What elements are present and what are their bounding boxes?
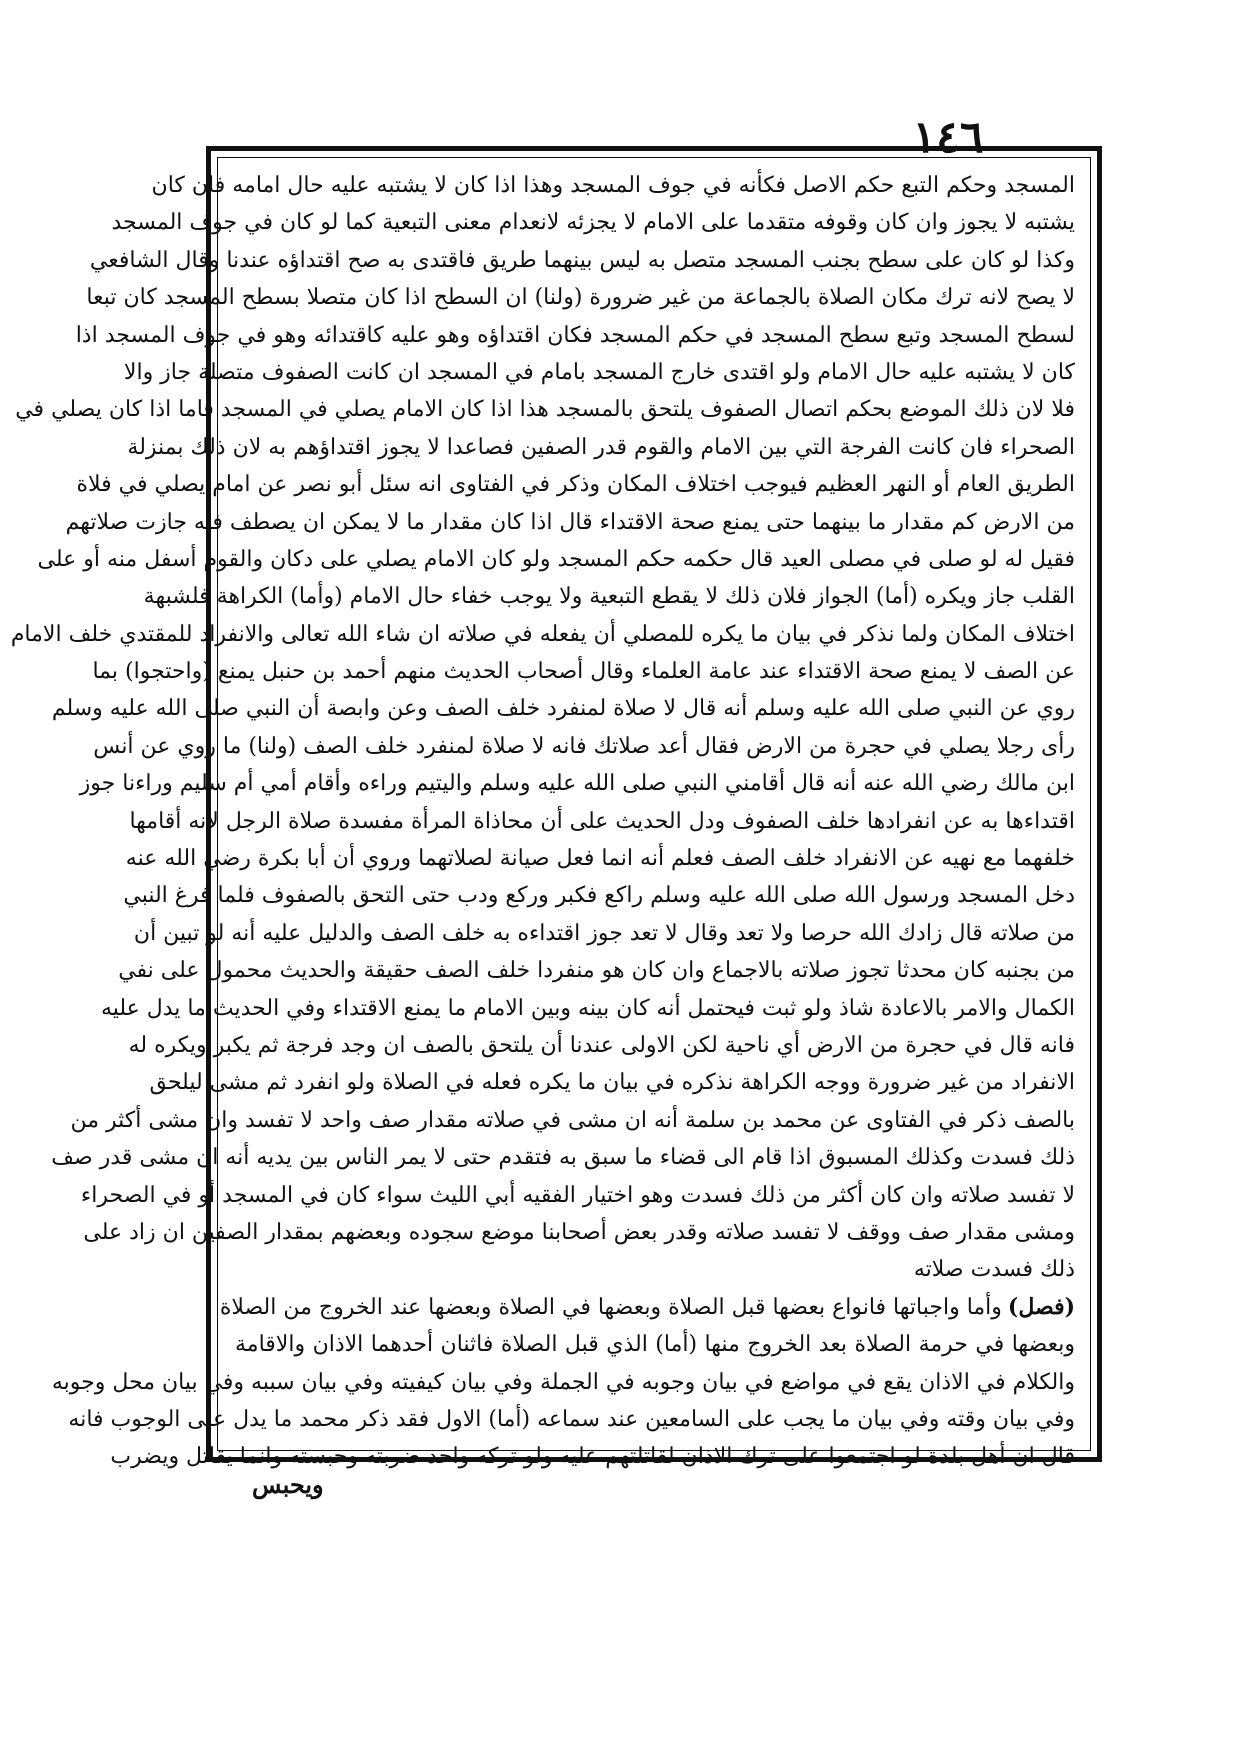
text-line: اختلاف المكان ولما نذكر في بيان ما يكره للمصلي أن يفعله في صلاته ان شاء الله تعالى والانفراد للمقتدي خلف الامام xyxy=(10,621,1075,647)
section-text-line: وبعضها في حرمة الصلاة بعد الخروج منها (أما) الذي قبل الصلاة فاثنان أحدهما الاذان والاقامة xyxy=(235,1332,1075,1358)
text-line: الكمال والامر بالاعادة شاذ ولو ثبت فيحتمل أنه كان بينه وبين الامام ما يمنع الاقتداء وفي الحديث ما يدل عليه xyxy=(100,995,1075,1021)
text-line: المسجد وحكم التبع حكم الاصل فكأنه في جوف المسجد وهذا اذا كان لا يشتبه عليه حال امامه فان كان xyxy=(151,173,1075,198)
text-line: دخل المسجد ورسول الله صلى الله عليه وسلم راكع فكبر وركع ودب حتى التحق بالصفوف فلما فرغ النبي xyxy=(123,883,1075,909)
catchword: ويحبس xyxy=(252,1470,324,1499)
text-line: رأى رجلا يصلي في حجرة من الارض فقال أعد صلاتك فانه لا صلاة لمنفرد خلف الصف (ولنا) ما روي عن أنس xyxy=(93,733,1075,759)
text-line: ومشى مقدار صف ووقف لا تفسد صلاته وقدر بعض أصحابنا موضع سجوده وبعضهم بمقدار الصفين ان زاد على xyxy=(83,1219,1075,1245)
text-frame xyxy=(10,146,1102,1470)
text-line: من صلاته قال زادك الله حرصا ولا تعد وقال لا تعد جوز اقتداءه به خلف الصف والدليل عليه أنه لو تبين أن xyxy=(133,920,1075,946)
text-line: ذلك فسدت صلاته xyxy=(913,1257,1075,1283)
text-line: روي عن النبي صلى الله عليه وسلم أنه قال لا صلاة لمنفرد خلف الصف وعن وابصة أن النبي صلى الله عليه وسلم xyxy=(51,696,1075,722)
text-line: فلا لان ذلك الموضع بحكم اتصال الصفوف يلتحق بالمسجد هذا اذا كان الامام يصلي في المسجد فاما اذا كان يصلي في xyxy=(15,397,1075,423)
text-line: ابن مالك رضي الله عنه أنه قال أقامني النبي صلى الله عليه وسلم واليتيم وراءه وأقام أمي أم سليم وراءنا جوز xyxy=(79,771,1075,797)
text-line: كان لا يشتبه عليه حال الامام ولو اقتدى خارج المسجد بامام في المسجد ان كانت الصفوف متصلة جاز والا xyxy=(123,359,1075,385)
section-first-line: وأما واجباتها فانواع بعضها قبل الصلاة وبعضها في الصلاة وبعضها عند الخروج من الصلاة xyxy=(219,1294,1002,1320)
text-line: الصحراء فان كانت الفرجة التي بين الامام والقوم قدر الصفين فصاعدا لا يجوز اقتداؤهم به لان ذلك بمنزلة xyxy=(127,434,1075,460)
text-line: وكذا لو كان على سطح بجنب المسجد متصل به ليس بينهما طريق فاقتدى به صح اقتداؤه عندنا وقال الشافعي xyxy=(89,247,1075,273)
section-text-line: والكلام في الاذان يقع في مواضع في بيان وجوبه في الجملة وفي بيان كيفيته وفي بيان سببه وفي بيان محل وجوبه xyxy=(51,1369,1075,1395)
page-number: ١٤٦ xyxy=(912,112,984,163)
text-line: من بجنبه كان محدثا تجوز صلاته بالاجماع وان كان هو منفردا خلف الصف حقيقة والحديث محمول على نفي xyxy=(118,958,1075,984)
section-text-line xyxy=(219,1289,1075,1326)
text-line: الطريق العام أو النهر العظيم فيوجب اختلاف المكان وذكر في الفتاوى انه سئل أبو نصر عن امام يصلي في فلاة xyxy=(76,472,1075,498)
text-line: عن الصف لا يمنع صحة الاقتداء عند عامة العلماء وقال أصحاب الحديث منهم أحمد بن حنبل يمنع (واحتجوا) بما xyxy=(92,659,1075,685)
text-line: يشتبه لا يجوز وان كان وقوفه متقدما على الامام لا يجزئه لانعدام معنى التبعية كما لو كان في جوف المسجد xyxy=(111,210,1075,236)
text-line: اقتداءها به عن انفرادها خلف الصفوف ودل الحديث على أن محاذاة المرأة مفسدة صلاة الرجل لانه أقامها xyxy=(129,808,1075,834)
text-line: ذلك فسدت وكذلك المسبوق اذا قام الى قضاء ما سبق به فتقدم حتى لا يمر الناس بين يديه أنه ان مشى قدر صف xyxy=(51,1145,1075,1171)
text-line: من الارض كم مقدار ما بينهما حتى يمنع صحة الاقتداء قال اذا كان مقدار ما لا يمكن ان يصطف فيه جازت صلاتهم xyxy=(65,509,1075,535)
text-line: القلب جاز ويكره (أما) الجواز فلان ذلك لا يقطع التبعية ولا يوجب خفاء حال الامام (وأما) الكراهة فلشبهة xyxy=(143,584,1075,610)
text-line: فانه قال في حجرة من الارض أي ناحية لكن الاولى عندنا أن يلتحق بالصف ان وجد فرجة ثم يكبر ويكره له xyxy=(128,1032,1075,1058)
text-body xyxy=(10,167,1075,1470)
text-line: لسطح المسجد وتبع سطح المسجد في حكم المسجد فكان اقتداؤه وهو عليه كاقتدائه وهو في جوف المسجد اذا xyxy=(75,322,1075,348)
section-text-line: وفي بيان وقته وفي بيان ما يجب على السامعين عند سماعه (أما) الاول فقد ذكر محمد ما يدل على الوجوب فانه xyxy=(68,1406,1075,1432)
text-line: خلفهما مع نهيه عن الانفراد خلف الصف فعلم أنه انما فعل صيانة لصلاتهما وروي أن أبا بكرة رضي الله عنه xyxy=(125,846,1075,872)
text-line: فقيل له لو صلى في مصلى العيد قال حكمه حكم المسجد ولو كان الامام يصلي على دكان والقوم أسفل منه أو على xyxy=(37,546,1075,572)
section-text-line: قال ان أهل بلدة لو اجتمعوا على ترك الاذان لقاتلتهم عليه ولو تركه واحد ضربته وحبسته وانما يقاتل ويضرب xyxy=(110,1444,1075,1470)
section-heading: (فصل) xyxy=(1007,1293,1075,1320)
text-line: الانفراد من غير ضرورة ووجه الكراهة نذكره في بيان ما يكره فعله في الصلاة ولو انفرد ثم مشى ليلحق xyxy=(149,1070,1075,1096)
text-line: لا تفسد صلاته وان كان أكثر من ذلك فسدت وهو اختيار الفقيه أبي الليث سواء كان في المسجد أو في الصحراء xyxy=(80,1182,1075,1208)
text-line: لا يصح لانه ترك مكان الصلاة بالجماعة من غير ضرورة (ولنا) ان السطح اذا كان متصلا بسطح المسجد كان تبعا xyxy=(86,285,1075,311)
text-line: بالصف ذكر في الفتاوى عن محمد بن سلمة أنه ان مشى في صلاته مقدار صف واحد لا تفسد وان مشى أكثر من xyxy=(70,1107,1075,1133)
